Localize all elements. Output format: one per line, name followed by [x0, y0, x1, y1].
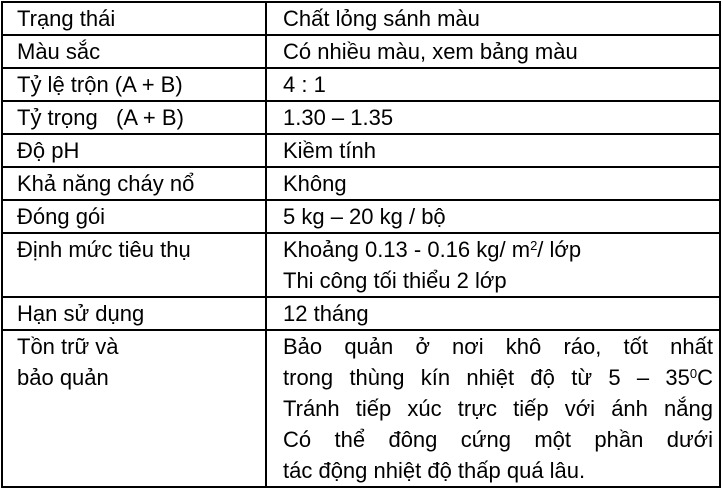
row-label: Định mức tiêu thụ	[2, 233, 266, 297]
row-value: Kiềm tính	[266, 134, 720, 167]
value-line	[283, 362, 719, 393]
label-line: bảo quản	[17, 365, 109, 390]
table-row	[2, 330, 720, 487]
row-label: Màu sắc	[2, 35, 266, 68]
table-row	[2, 35, 720, 68]
row-value: 4 : 1	[266, 68, 720, 101]
table-row	[2, 134, 720, 167]
row-label	[2, 330, 266, 487]
row-value: 1.30 – 1.35	[266, 101, 720, 134]
value-text: Khoảng 0.13 - 0.16 kg/ m	[283, 237, 531, 262]
value-line: Tránh tiếp xúc trực tiếp với ánh nắng	[283, 396, 713, 421]
value-text: trong thùng kín nhiệt độ từ 5 – 35	[283, 365, 690, 390]
row-value	[266, 330, 720, 487]
table-row	[2, 68, 720, 101]
row-label: Tỷ trọng (A + B)	[2, 101, 266, 134]
value-line: Có thể đông cứng một phần dưới	[283, 427, 713, 452]
row-label: Trạng thái	[2, 2, 266, 35]
row-label: Khả năng cháy nổ	[2, 167, 266, 200]
value-line: Thi công tối thiểu 2 lớp	[283, 268, 507, 293]
row-value	[266, 233, 720, 297]
label-line: Tồn trữ và	[17, 334, 119, 359]
row-label: Đóng gói	[2, 200, 266, 233]
superscript: 0	[689, 366, 698, 381]
row-label: Tỷ lệ trộn (A + B)	[2, 68, 266, 101]
table-row	[2, 233, 720, 297]
row-value: 5 kg – 20 kg / bộ	[266, 200, 720, 233]
row-value: Có nhiều màu, xem bảng màu	[266, 35, 720, 68]
value-line: tác động nhiệt độ thấp quá lâu.	[283, 458, 586, 483]
row-value: Chất lỏng sánh màu	[266, 2, 720, 35]
product-spec-table	[1, 1, 721, 488]
row-value: 12 tháng	[266, 297, 720, 330]
value-line	[283, 234, 719, 265]
table-row	[2, 101, 720, 134]
value-line: Bảo quản ở nơi khô ráo, tốt nhất	[283, 334, 713, 359]
value-text: / lớp	[537, 237, 582, 262]
table-row	[2, 200, 720, 233]
table-row	[2, 297, 720, 330]
table-row	[2, 2, 720, 35]
table-row	[2, 167, 720, 200]
superscript: 2	[530, 238, 538, 253]
row-label: Độ pH	[2, 134, 266, 167]
row-value: Không	[266, 167, 720, 200]
row-label: Hạn sử dụng	[2, 297, 266, 330]
value-text: C	[697, 365, 713, 390]
